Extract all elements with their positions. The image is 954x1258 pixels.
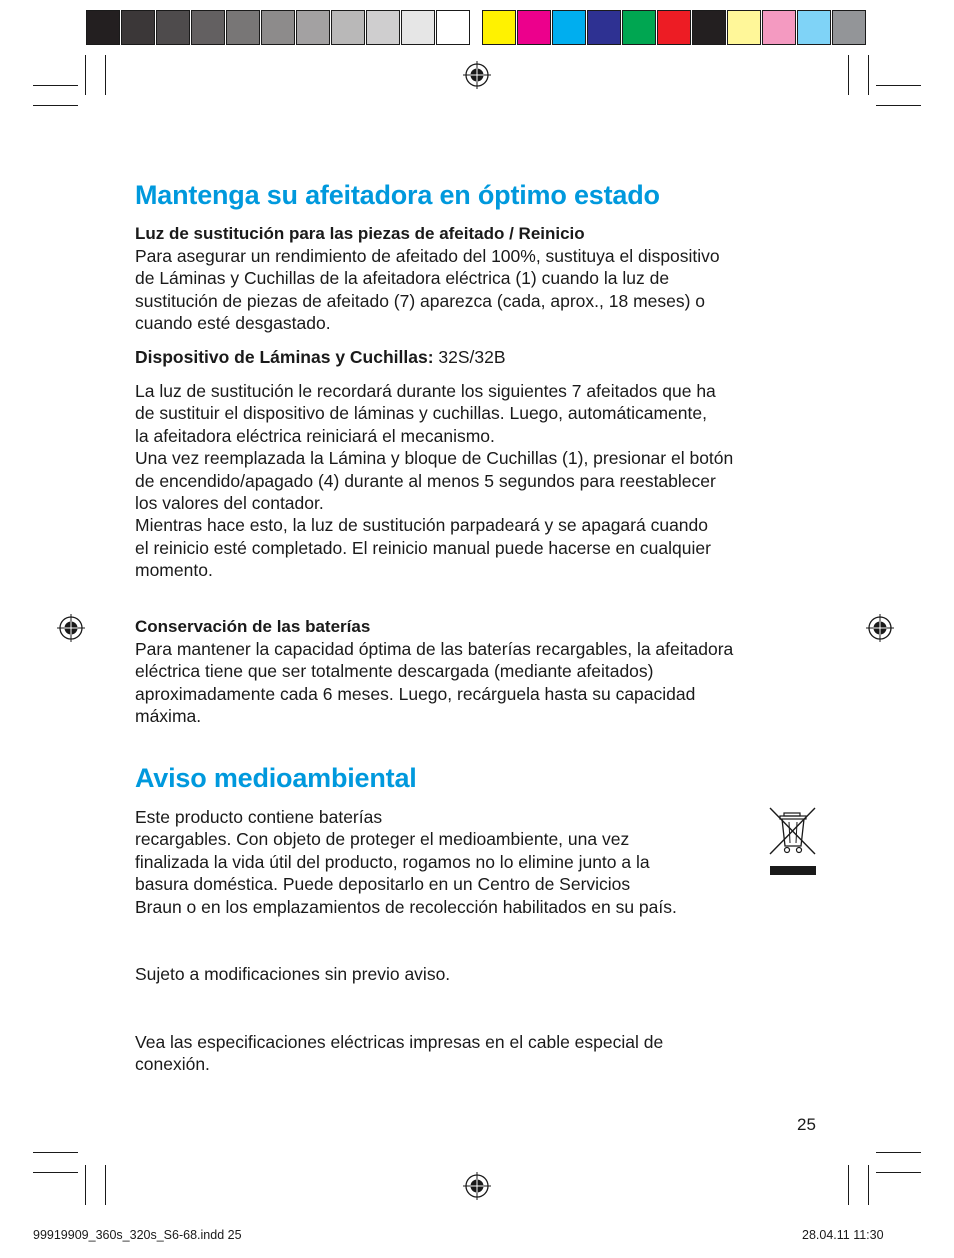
paragraph-electrical-specs: Vea las especificaciones eléctricas impresas en el cable especial de conexión.	[135, 1032, 664, 1075]
registration-mark-icon	[57, 614, 85, 642]
subheading-battery: Conservación de las baterías	[135, 617, 371, 636]
paragraph-modifications: Sujeto a modificaciones sin previo aviso.	[135, 964, 451, 984]
crop-mark	[876, 1152, 921, 1153]
crop-mark	[85, 1165, 86, 1205]
paragraph-reset: La luz de sustitución le recordará durante los siguientes 7 afeitados que ha de sustituir el dispositivo de láminas y cuchillas. Luego, automáticamente, la afeitadora eléctrica reiniciará el mecanismo. Una vez reemplazada la Lámina y bloque de Cuchillas (1), presionar el botón de encendido/apagado (4) durante al menos 5 segundos para reestablecer los valores del contador. Mientras hace esto, la luz de sustitución parpadeará y se apagará cuando el reinicio esté completado. El reinicio manual puede hacerse en cualquier momento.	[135, 381, 734, 581]
color-swatch	[727, 10, 761, 45]
crop-mark	[848, 55, 849, 95]
color-swatch	[622, 10, 656, 45]
crop-mark	[868, 1165, 869, 1205]
process-color-bar	[482, 10, 867, 47]
color-swatch	[762, 10, 796, 45]
crop-mark	[33, 85, 78, 86]
color-swatch	[482, 10, 516, 45]
color-swatch	[366, 10, 400, 45]
color-swatch	[226, 10, 260, 45]
section-title-environment: Aviso medioambiental	[135, 763, 417, 793]
subheading-replacement-light: Luz de sustitución para las piezas de afeitado / Reinicio	[135, 224, 585, 243]
gray-color-bar	[86, 10, 471, 47]
color-swatch	[517, 10, 551, 45]
color-swatch	[797, 10, 831, 45]
device-value: 32S/32B	[433, 347, 506, 367]
color-swatch	[331, 10, 365, 45]
paragraph-replacement-intro: Para asegurar un rendimiento de afeitado del 100%, sustituya el dispositivo de Láminas y Cuchillas de la afeitadora eléctrica (1) cuando la luz de sustitución de piezas de afeitado (7) aparezca (cada, aprox., 18 meses) o cuando esté desgastado.	[135, 246, 720, 334]
paragraph-battery: Para mantener la capacidad óptima de las baterías recargables, la afeitadora eléctrica tiene que ser totalmente descargada (mediante afeitados) aproximadamente cada 6 meses. Luego, recárguela hasta su capacidad máxima.	[135, 639, 734, 727]
crop-mark	[876, 1172, 921, 1173]
color-swatch	[436, 10, 470, 45]
color-swatch	[86, 10, 120, 45]
crop-mark	[876, 85, 921, 86]
crop-mark	[105, 55, 106, 95]
color-swatch	[552, 10, 586, 45]
page-number: 25	[797, 1115, 816, 1134]
footer-date: 28.04.11 11:30	[802, 1228, 884, 1242]
device-line	[135, 346, 506, 368]
crop-mark	[33, 1152, 78, 1153]
color-swatch	[191, 10, 225, 45]
color-swatch	[261, 10, 295, 45]
registration-mark-icon	[463, 1172, 491, 1200]
color-swatch	[296, 10, 330, 45]
color-swatch	[587, 10, 621, 45]
registration-mark-icon	[866, 614, 894, 642]
color-swatch	[832, 10, 866, 45]
color-swatch	[121, 10, 155, 45]
section-title-maintenance: Mantenga su afeitadora en óptimo estado	[135, 180, 660, 210]
paragraph-environment: Este producto contiene baterías recargables. Con objeto de proteger el medioambiente, una vez finalizada la vida útil del producto, rogamos no lo elimine junto a la basura doméstica. Puede depositarlo en un Centro de Servicios Braun o en los emplazamientos de recolección habilitados en su país.	[135, 807, 677, 917]
color-swatch	[156, 10, 190, 45]
crossed-bin-icon	[768, 806, 818, 878]
color-swatch	[401, 10, 435, 45]
crop-mark	[848, 1165, 849, 1205]
crop-mark	[33, 105, 78, 106]
color-swatch	[657, 10, 691, 45]
registration-mark-icon	[463, 61, 491, 89]
color-swatch	[692, 10, 726, 45]
crop-mark	[105, 1165, 106, 1205]
crop-mark	[33, 1172, 78, 1173]
crop-mark	[85, 55, 86, 95]
footer-filename: 99919909_360s_320s_S6-68.indd 25	[33, 1228, 242, 1242]
device-label: Dispositivo de Láminas y Cuchillas:	[135, 347, 434, 367]
crop-mark	[876, 105, 921, 106]
crop-mark	[868, 55, 869, 95]
